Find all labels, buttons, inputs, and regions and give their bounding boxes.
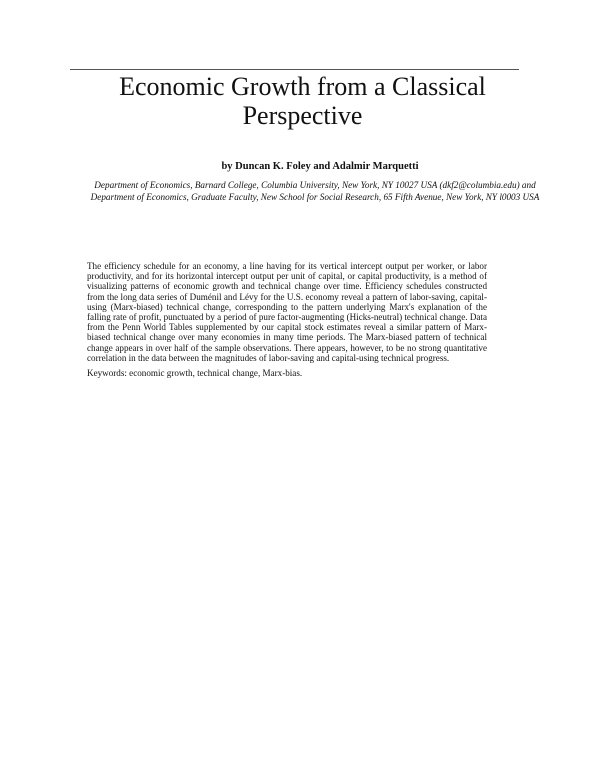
paper-title: Economic Growth from a Classical Perspective (119, 72, 486, 130)
abstract-text: The efficiency schedule for an economy, a line having for its vertical intercept output per worker, or labor productivity, and for its horizontal intercept output per unit of capital, or capital productivity, is a method of visualizing patterns of economic growth and technical change over time. Efficiency schedules constructed from the long data series of Duménil and Lévy for the U.S. economy reveal a pattern of labor-saving, capital-using (Marx-biased) technical change, corresponding to the pattern underlying Marx's explanation of the falling rate of profit, punctuated by a period of pure factor-augmenting (Hicks-neutral) technical change. Data from the Penn World Tables supplemented by our capital stock estimates reveal a similar pattern of Marx-biased technical change over many economies in many time periods. The Marx-biased pattern of technical change appears in over half of the sample observations. There appears, however, to be no strong quantitative correlation in the data between the magnitudes of labor-saving and capital-using technical progress. (87, 261, 487, 363)
paper-authors: by Duncan K. Foley and Adalmir Marquetti (221, 161, 419, 172)
author-affiliation: Department of Economics, Barnard College, Columbia University, New York, NY 10027 USA (dkf2@columbia.edu) and Department of Economics, Graduate Faculty, New School for Social Research, 65 Fifth Avenue, New York, NY l0003 USA (90, 180, 540, 202)
header-rule (70, 69, 519, 70)
keywords-line: Keywords: economic growth, technical change, Marx-bias. (87, 368, 303, 378)
